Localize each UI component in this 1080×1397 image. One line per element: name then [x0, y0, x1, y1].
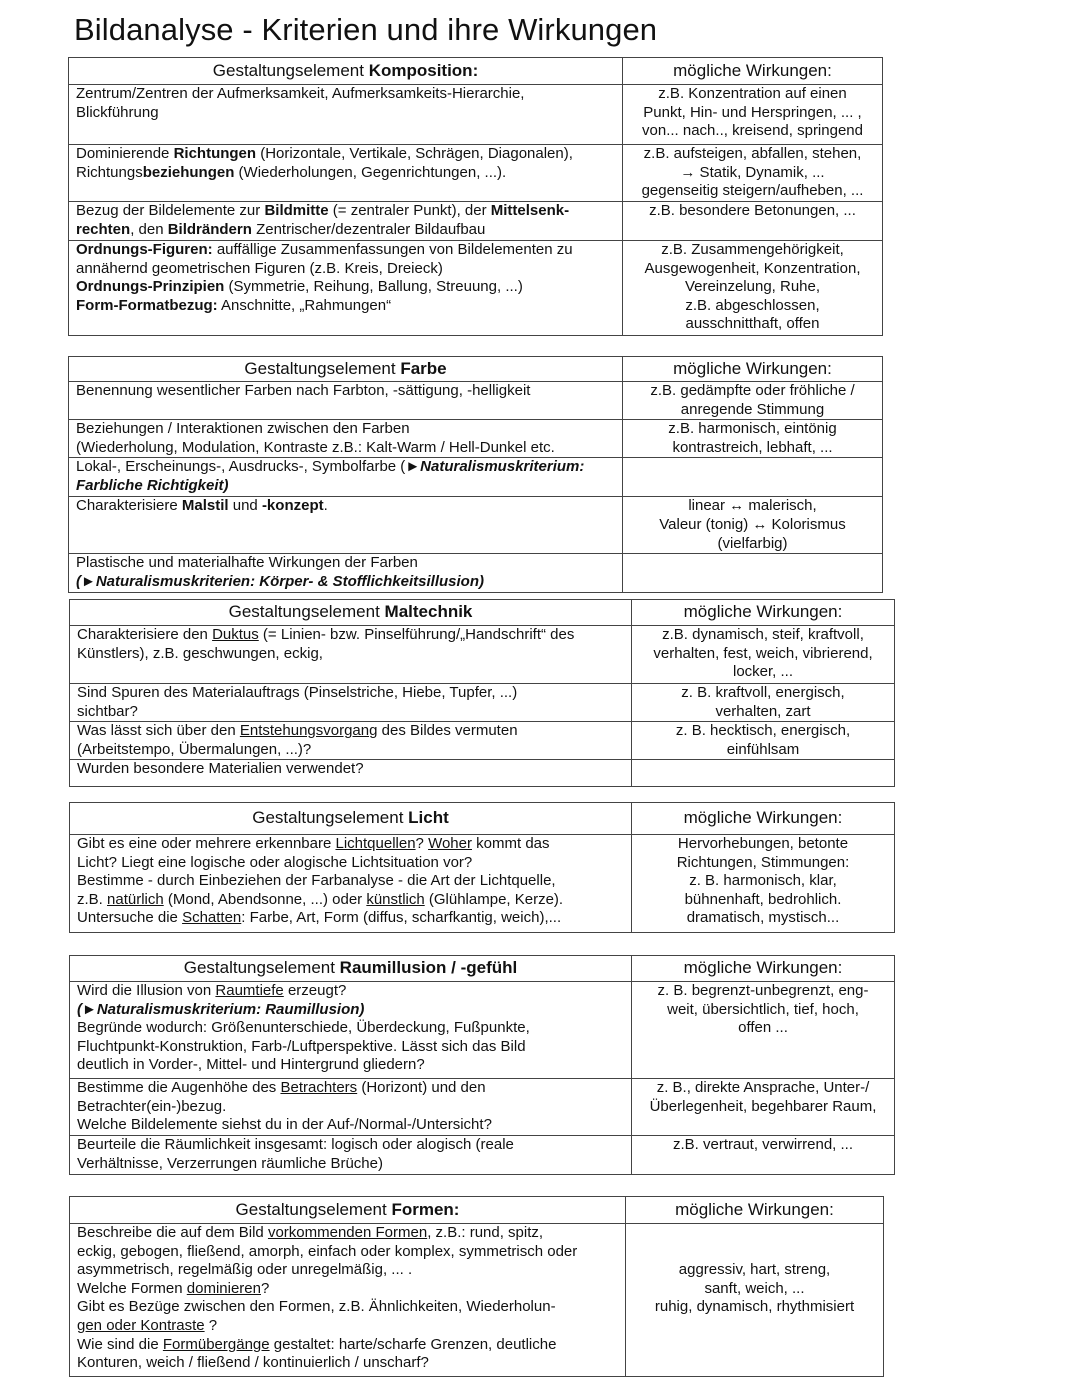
criteria-text: ? Wie sind die: [77, 1316, 218, 1353]
criteria-text: Bezug der Bildelemente zur: [76, 202, 265, 219]
effects-cell: [632, 1136, 895, 1175]
effects-cell: [632, 835, 895, 933]
criteria-text: Ordnungs-Figuren:: [76, 241, 213, 258]
criteria-text: Benennung wesentlicher Farben nach Farbton, -sättigung, -helligkeit: [76, 382, 531, 399]
effects-cell: [632, 760, 895, 787]
effects-cell: [632, 626, 895, 684]
effects-header: [632, 600, 895, 626]
effects-header: [626, 1197, 884, 1224]
section-header: [70, 600, 632, 626]
header-prefix: Gestaltungselement: [252, 808, 409, 828]
criteria-text: Wurden besondere Materialien verwendet?: [77, 760, 364, 778]
criteria-text: Woher: [428, 835, 472, 852]
criteria-text: Zentrischer/dezentraler Bildaufbau: [251, 220, 486, 238]
effects-text: linear ↔ malerisch, Valeur (tonig) ↔ Kolorismus (vielfarbig): [659, 497, 846, 552]
effects-cell: [623, 458, 883, 497]
criteria-text: kommt das Licht? Liegt eine logische oder alogische Lichtsituation vor? Bestimme - durch Einbeziehen der Farbanalyse - die Art der Lichtquelle, z.B.: [77, 835, 556, 908]
criteria-text: Formübergänge: [162, 1335, 270, 1353]
section-formen: [69, 1196, 884, 1377]
criteria-text: (= zentraler Punkt), der: [328, 202, 491, 219]
header-prefix: Gestaltungselement: [244, 358, 401, 378]
criteria-text: gen oder Kontraste: [77, 1316, 205, 1334]
criteria-text: Beurteile die Räumlichkeit insgesamt: logisch oder alogisch (reale Verhältnisse, Verzerrungen räumliche Brüche): [77, 1136, 514, 1172]
criteria-text: natürlich: [107, 890, 164, 908]
criteria-text: Sind Spuren des Materialauftrags (Pinselstriche, Hiebe, Tupfer, ...) sichtbar?: [77, 684, 518, 720]
effects-header: [623, 357, 883, 382]
criteria-text: Form-Formatbezug:: [76, 296, 218, 314]
section-licht: [69, 802, 895, 933]
criteria-cell: [69, 420, 623, 458]
criteria-cell: [69, 241, 623, 336]
section-header: [70, 1197, 626, 1224]
criteria-text: (►Naturalismuskriterium: Raumillusion): [77, 1000, 365, 1018]
criteria-cell: [70, 684, 632, 722]
criteria-text: Schatten: [182, 909, 242, 927]
criteria-text: Bestimme die Augenhöhe des: [77, 1079, 281, 1096]
criteria-text: Duktus: [212, 626, 259, 643]
criteria-text: (Glühlampe, Kerze). Untersuche die: [77, 890, 564, 927]
page-title: Bildanalyse - Kriterien und ihre Wirkungen: [74, 12, 658, 47]
criteria-text: Gibt es eine oder mehrere erkennbare: [77, 835, 336, 852]
criteria-text: Ordnungs-Prinzipien: [76, 278, 225, 296]
criteria-text: Richtungen: [173, 145, 257, 162]
effects-cell: [632, 982, 895, 1079]
criteria-text: ►Naturalismuskriterium: Farbliche Richtigkeit): [76, 458, 585, 494]
effects-cell: [623, 85, 883, 145]
effects-text: z. B., direkte Ansprache, Unter-/ Überlegenheit, begehbarer Raum,: [649, 1079, 877, 1115]
effects-cell: [623, 554, 883, 593]
criteria-text: Mittelsenk- rechten: [76, 202, 570, 238]
header-bold: Licht: [408, 808, 449, 828]
effects-header: [632, 956, 895, 982]
section-header: [70, 956, 632, 982]
criteria-cell: [69, 202, 623, 241]
effects-text: z. B. kraftvoll, energisch, verhalten, zart: [681, 684, 845, 720]
criteria-text: (Horizontale, Vertikale, Schrägen, Diagonalen), Richtungs: [76, 145, 573, 181]
effects-label: mögliche Wirkungen:: [675, 1199, 834, 1219]
header-prefix: Gestaltungselement: [183, 958, 340, 978]
criteria-text: Zentrum/Zentren der Aufmerksamkeit, Aufmerksamkeits-Hierarchie, Blickführung: [76, 85, 525, 121]
criteria-cell: [69, 382, 623, 420]
criteria-cell: [70, 1079, 632, 1136]
effects-text: z.B. aufsteigen, abfallen, stehen, → Statik, Dynamik, ... gegenseitig steigern/aufheben, ...: [641, 145, 864, 200]
effects-label: mögliche Wirkungen:: [683, 958, 843, 978]
effects-text: z. B. begrenzt-unbegrenzt, eng- weit, übersichtlich, tief, hoch, offen ...: [657, 982, 869, 1037]
criteria-cell: [70, 626, 632, 684]
criteria-text: erzeugt?: [287, 982, 347, 999]
criteria-text: , z.B.: rund, spitz, eckig, gebogen, fließend, amorph, einfach oder komplex, symmetrisch oder asymmetrisch, regelmäßig oder unregelmäßig, ... . Welche Formen: [77, 1224, 578, 1297]
section-raumillusion: [69, 955, 895, 1175]
criteria-cell: [70, 1224, 626, 1377]
criteria-cell: [69, 85, 623, 145]
effects-text: aggressiv, hart, streng, sanft, weich, ... ruhig, dynamisch, rhythmisiert: [654, 1261, 855, 1316]
header-bold: Formen:: [391, 1199, 460, 1219]
criteria-text: Entstehungsvorgang: [239, 722, 378, 740]
criteria-text: gestaltet: harte/scharfe Grenzen, deutliche Konturen, weich / fließend / kontinuierlich / unscharf?: [77, 1335, 557, 1372]
criteria-text: beziehungen: [142, 163, 235, 181]
criteria-cell: [69, 458, 623, 497]
criteria-text: Was lässt sich über den: [77, 722, 240, 740]
header-prefix: Gestaltungselement: [235, 1199, 392, 1219]
header-bold: Maltechnik: [384, 602, 473, 622]
criteria-text: .: [323, 497, 328, 515]
effects-text: z.B. harmonisch, eintönig kontrastreich, lebhaft, ...: [668, 420, 837, 456]
criteria-text: ? Gibt es Bezüge zwischen den Formen, z.B. Ähnlichkeiten, Wiederholun-: [77, 1279, 556, 1316]
criteria-text: Beziehungen / Interaktionen zwischen den Farben (Wiederholung, Modulation, Kontraste z.B.: Kalt-Warm / Hell-Dunkel etc.: [76, 420, 555, 456]
criteria-text: Raumtiefe: [215, 982, 284, 999]
criteria-text: Begründe wodurch: Größenunterschiede, Überdeckung, Fußpunkte, Fluchtpunkt-Konstruktion, Farb-/Luftperspektive. Lässt sich das Bild deutlich in Vorder-, Mittel- und Hintergrund gliedern?: [77, 1019, 530, 1074]
effects-label: mögliche Wirkungen:: [683, 602, 843, 622]
effects-label: mögliche Wirkungen:: [683, 808, 843, 828]
criteria-text: Beschreibe die auf dem Bild: [77, 1224, 268, 1241]
criteria-text: (Mond, Abendsonne, ...) oder: [163, 890, 367, 908]
effects-header: [632, 803, 895, 835]
section-header: [70, 803, 632, 835]
effects-text: z.B. Zusammengehörigkeit, Ausgewogenheit, Konzentration, Vereinzelung, Ruhe, z.B. abgeschlossen, ausschnitthaft, offen: [644, 241, 861, 333]
criteria-cell: [69, 497, 623, 554]
criteria-text: und: [228, 497, 262, 515]
criteria-text: Lichtquellen: [335, 835, 416, 852]
criteria-text: (Wiederholungen, Gegenrichtungen, ...).: [234, 163, 507, 181]
criteria-cell: [69, 145, 623, 202]
criteria-cell: [70, 835, 632, 933]
section-farbe: [68, 356, 883, 593]
criteria-text: vorkommenden Formen: [267, 1224, 428, 1241]
criteria-cell: [70, 1136, 632, 1175]
effects-text: z.B. vertraut, verwirrend, ...: [672, 1136, 854, 1153]
criteria-text: (= Linien- bzw. Pinselführung/„Handschrift“ des Künstlers), z.B. geschwungen, eckig,: [77, 626, 575, 662]
effects-header: [623, 58, 883, 85]
criteria-text: -konzept: [261, 497, 324, 515]
effects-text: z.B. besondere Betonungen, ...: [649, 202, 856, 219]
effects-cell: [623, 382, 883, 420]
section-maltechnik: [69, 599, 895, 787]
criteria-text: Charakterisiere: [76, 497, 182, 515]
effects-text: z.B. gedämpfte oder fröhliche / anregende Stimmung: [650, 382, 855, 418]
effects-cell: [632, 1079, 895, 1136]
effects-cell: [632, 684, 895, 722]
header-prefix: Gestaltungselement: [228, 602, 385, 622]
criteria-text: : Farbe, Art, Form (diffus, scharfkantig, weich),...: [241, 909, 562, 927]
criteria-text: Charakterisiere den: [77, 626, 213, 643]
effects-cell: [623, 420, 883, 458]
criteria-text: künstlich: [366, 890, 425, 908]
criteria-text: (Symmetrie, Reihung, Ballung, Streuung, ...): [228, 278, 523, 296]
criteria-text: Bildmitte: [264, 202, 329, 219]
effects-text: z.B. dynamisch, steif, kraftvoll, verhalten, fest, weich, vibrierend, locker, ...: [653, 626, 873, 681]
effects-cell: [623, 202, 883, 241]
criteria-text: (Horizont) und den Betrachter(ein-)bezug. Welche Bildelemente siehst du in der Auf-/Normal-/Untersicht?: [77, 1079, 492, 1134]
effects-cell: [632, 722, 895, 760]
effects-cell: [623, 241, 883, 336]
criteria-text: ?: [415, 835, 429, 852]
effects-cell: [623, 497, 883, 554]
criteria-text: (►Naturalismuskriterien: Körper- & Stofflichkeitsillusion): [76, 572, 484, 590]
section-komposition: [68, 57, 883, 336]
criteria-text: Wird die Illusion von: [77, 982, 216, 999]
criteria-text: Plastische und materialhafte Wirkungen der Farben: [76, 554, 418, 572]
header-bold: Raumillusion / -gefühl: [339, 958, 518, 978]
header-bold: Farbe: [400, 358, 447, 378]
criteria-text: Anschnitte, „Rahmungen“: [217, 296, 392, 314]
criteria-text: , den: [130, 220, 168, 238]
effects-cell: [623, 145, 883, 202]
criteria-cell: [70, 722, 632, 760]
criteria-cell: [69, 554, 623, 593]
effects-text: z. B. hecktisch, energisch, einfühlsam: [675, 722, 851, 758]
header-prefix: Gestaltungselement: [212, 60, 369, 80]
criteria-text: des Bildes vermuten (Arbeitstempo, Übermalungen, ...)?: [77, 722, 518, 758]
criteria-text: auffällige Zusammenfassungen von Bildelementen zu annähernd geometrischen Figuren (z.B. Kreis, Dreieck): [76, 241, 573, 277]
effects-label: mögliche Wirkungen:: [673, 358, 832, 378]
criteria-text: Lokal-, Erscheinungs-, Ausdrucks-, Symbolfarbe (: [76, 458, 406, 476]
section-header: [69, 58, 623, 85]
criteria-cell: [70, 760, 632, 787]
criteria-text: Malstil: [181, 497, 229, 515]
criteria-text: Betrachters: [280, 1079, 358, 1096]
effects-cell: [626, 1224, 884, 1377]
criteria-text: Bildrändern: [167, 220, 252, 238]
section-header: [69, 357, 623, 382]
effects-text: Hervorhebungen, betonte Richtungen, Stimmungen: z. B. harmonisch, klar, bühnenhaft, bedrohlich. dramatisch, mystisch...: [676, 835, 850, 927]
criteria-cell: [70, 982, 632, 1079]
criteria-text: Dominierende: [76, 145, 174, 162]
criteria-text: dominieren: [186, 1279, 261, 1297]
effects-label: mögliche Wirkungen:: [673, 60, 832, 80]
effects-text: z.B. Konzentration auf einen Punkt, Hin- und Herspringen, ... , von... nach.., kreisend, springend: [642, 85, 863, 140]
header-bold: Komposition:: [368, 60, 479, 80]
